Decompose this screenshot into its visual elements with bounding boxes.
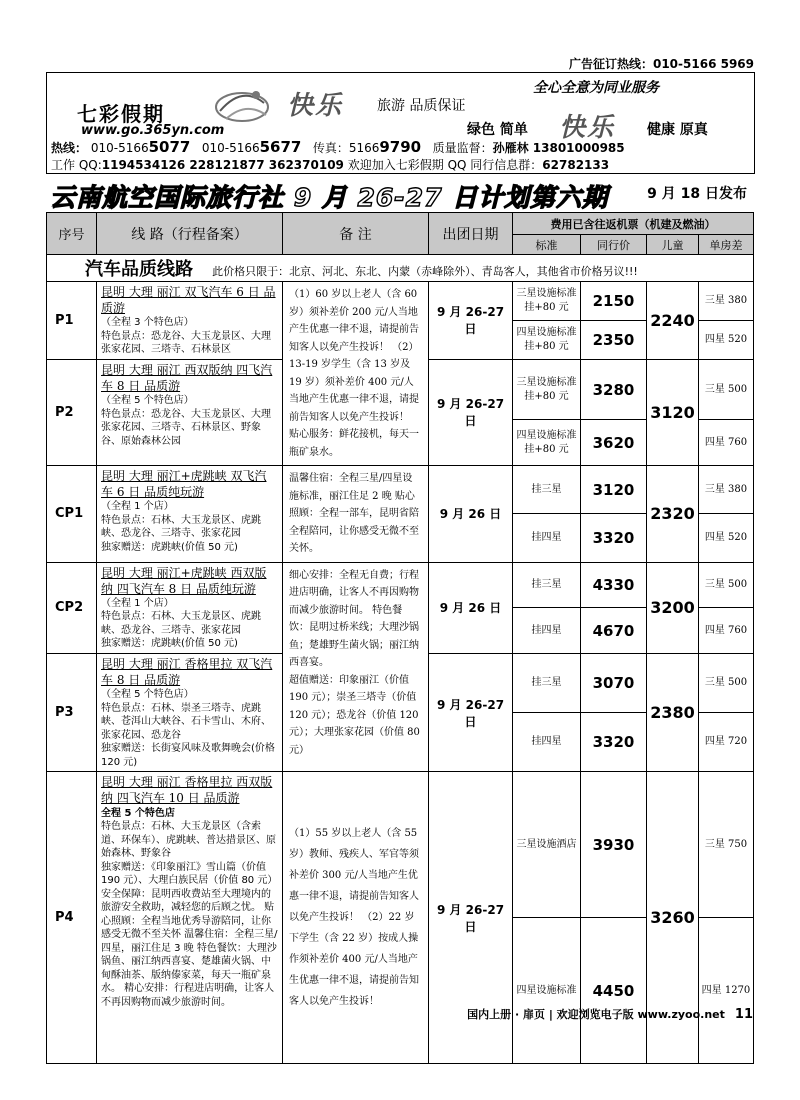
standard-option: 挂四星 — [513, 514, 581, 562]
header-date: 出团日期 — [429, 213, 513, 255]
peer-price: 3320 — [581, 713, 647, 772]
route-title: 昆明 大理 丽江 西双版纳 四飞汽车 8 日 品质游 — [101, 362, 273, 394]
quality-value: 孙雁林 13801000985 — [492, 141, 625, 155]
route-details: 特色景点：石林、大玉龙景区（含索道、环保车）、虎跳峡、普达措景区、原始森林、野象谷 — [101, 821, 276, 860]
single-supplement: 四星 760 — [699, 420, 754, 466]
route-title: 昆明 大理 丽江+虎跳峡 西双版纳 四飞汽车 8 日 品质纯玩游 — [101, 565, 267, 596]
section-title: 汽车品质线路 — [85, 259, 193, 280]
slogan-service: 全心全意为同业服务 — [533, 80, 659, 96]
table-row — [47, 772, 754, 918]
peer-price: 3620 — [581, 420, 647, 466]
group-value: 62782133 — [542, 158, 610, 172]
section-note: 此价格只限于：北京、河北、东北、内蒙（赤峰除外）、青岛客人，其他省市价格另议!!! — [212, 265, 638, 278]
standard-option: 三星设施标准挂+80 元 — [513, 359, 581, 419]
departure-date: 9 月 26-27 日 — [429, 282, 513, 360]
route-code: P2 — [47, 359, 97, 465]
footer-text: 国内上册 · 扉页 | 欢迎浏览电子版 www.zyoo.net — [467, 1008, 725, 1021]
route-cell — [97, 772, 283, 1064]
departure-date: 9 月 26-27 日 — [429, 772, 513, 1064]
single-supplement: 四星 520 — [699, 514, 754, 562]
route-title: 昆明 大理 丽江 香格里拉 西双版纳 四飞汽车 10 日 品质游 — [101, 775, 273, 806]
fax-label: 传真： — [312, 141, 349, 155]
table-row — [47, 466, 754, 514]
peer-price: 3930 — [581, 772, 647, 918]
peer-price: 3320 — [581, 514, 647, 562]
route-shops: （全程 1 个店） — [101, 501, 174, 513]
route-shops: （全程 5 个特色店） — [101, 689, 194, 701]
standard-option: 挂三星 — [513, 466, 581, 514]
standard-option: 挂三星 — [513, 562, 581, 608]
route-title: 昆明 大理 丽江 双飞汽车 6 日 品质游 — [101, 285, 276, 316]
route-title: 昆明 大理 丽江+虎跳峡 双飞汽车 6 日 品质纯玩游 — [101, 469, 267, 500]
ad-hotline: 广告征订热线：010-5166 5969 — [568, 57, 754, 71]
departure-date: 9 月 26 日 — [429, 562, 513, 653]
child-price: 2380 — [647, 653, 699, 771]
group-label: QQ 同行信息群： — [447, 158, 543, 172]
single-supplement: 三星 500 — [699, 359, 754, 419]
slogan-quality: 旅游 品质保证 — [377, 98, 466, 114]
slogan-health: 健康 原真 — [647, 122, 708, 138]
contact-line — [51, 138, 625, 156]
qq-values: 1194534126 228121877 362370109 — [101, 158, 344, 172]
route-code: P4 — [47, 772, 97, 1064]
route-details: 特色景点：石林、大玉龙景区、虎跳峡、恐龙谷、三塔寺、张家花园 — [101, 514, 261, 540]
page-number: 11 — [734, 1007, 753, 1022]
plan-banner — [46, 178, 753, 210]
route-shops: 全程 5 个特色店 — [101, 807, 175, 819]
route-table — [46, 212, 754, 1064]
peer-price: 4450 — [581, 918, 647, 1064]
peer-price: 3070 — [581, 653, 647, 712]
quality-label: 质量监督： — [432, 141, 493, 155]
departure-date: 9 月 26-27 日 — [429, 359, 513, 465]
table-row — [47, 562, 754, 608]
peer-price: 3120 — [581, 466, 647, 514]
note-cell-part2: 超值赠送：印象丽江（价值 190 元）；崇圣三塔寺（价值 120 元）；恐龙谷（价值 120 元）；大理张家花园（价值 80 元） — [289, 674, 420, 756]
route-shops: （全程 1 个店） — [101, 597, 174, 609]
header-route: 线 路（行程备案） — [97, 213, 283, 255]
logo-url: www.go.365yn.com — [81, 123, 225, 138]
route-details: 特色景点：恐龙谷、大玉龙景区、大理张家花园、三塔寺、石林景区 — [101, 330, 271, 356]
route-code: P3 — [47, 653, 97, 771]
standard-option: 三星设施酒店 — [513, 772, 581, 918]
note-cell: 温馨住宿：全程三星/四星设施标准，丽江住足 2 晚 贴心照顾：全程一部车，昆明省陪全程陪同，让你感受无微不至关怀。 — [283, 466, 429, 563]
peer-price: 4670 — [581, 608, 647, 654]
single-supplement: 三星 500 — [699, 653, 754, 712]
slogan-green: 绿色 简单 — [467, 122, 528, 138]
header-seq: 序号 — [47, 213, 97, 255]
route-shops: （全程 5 个特色店） — [101, 395, 194, 407]
departure-date: 9 月 26-27 日 — [429, 653, 513, 771]
table-row — [47, 282, 754, 321]
route-code: CP1 — [47, 466, 97, 563]
route-cell — [97, 282, 283, 360]
tel2-prefix: 010-5166 — [201, 141, 260, 155]
standard-option: 四星设施标准挂+80 元 — [513, 420, 581, 466]
kuaile-mark-2: 快乐 — [559, 113, 616, 143]
standard-option: 挂四星 — [513, 713, 581, 772]
single-supplement: 三星 750 — [699, 772, 754, 918]
route-cell — [97, 562, 283, 653]
peer-price: 3280 — [581, 359, 647, 419]
tel1-prefix: 010-5166 — [90, 141, 149, 155]
header-peer-price: 同行价 — [581, 235, 647, 255]
note-cell: （1）60 岁以上老人（含 60 岁）须补差价 200 元/人当地产生优惠一律不退，请提前告知客人以免产生投诉！ （2）13-19 岁学生（含 13 岁及 19 岁）须补差价 400 元/人当地产生优惠一律不退，请提前告知客人以免产生投诉！ 贴心服务：鲜花接机，每天一瓶矿泉水。 — [283, 282, 429, 466]
welcome-text: 欢迎加入七彩假期 — [347, 158, 444, 172]
tel2-suffix: 5677 — [259, 138, 302, 156]
fax-suffix: 9790 — [379, 138, 422, 156]
route-cell — [97, 359, 283, 465]
hotline-label: 热线： — [51, 141, 88, 155]
kuaile-mark-1: 快乐 — [287, 91, 344, 121]
single-supplement: 三星 380 — [699, 282, 754, 321]
route-code: P1 — [47, 282, 97, 360]
header — [46, 72, 755, 174]
qq-label: 工作 QQ: — [51, 158, 102, 172]
child-price: 3200 — [647, 562, 699, 653]
route-code: CP2 — [47, 562, 97, 653]
standard-option: 三星设施标准挂+80 元 — [513, 282, 581, 321]
single-supplement: 三星 500 — [699, 562, 754, 608]
banner-title: 云南航空国际旅行社 9 月 26-27 日计划第六期 — [50, 183, 609, 212]
peer-price: 2350 — [581, 320, 647, 359]
peer-price: 4330 — [581, 562, 647, 608]
departure-date: 9 月 26 日 — [429, 466, 513, 563]
note-cell: （1）55 岁以上老人（含 55 岁）教师、残疾人、军官等须补差价 300 元/人当地产生优惠一律不退，请提前告知客人以免产生投诉！ （2）22 岁 下学生（含 22 岁）按成人操作须补差价 400 元/人当地产生优惠一律不退，请提前告知客人以免产生投诉！ — [283, 772, 429, 1064]
peer-price: 2150 — [581, 282, 647, 321]
route-shops: （全程 3 个特色店） — [101, 317, 194, 329]
note-cell — [283, 562, 429, 772]
header-child: 儿童 — [647, 235, 699, 255]
fax-prefix: 5166 — [348, 141, 380, 155]
standard-option: 四星设施标准 — [513, 918, 581, 1064]
standard-option: 四星设施标准挂+80 元 — [513, 320, 581, 359]
child-price: 3120 — [647, 359, 699, 465]
footer — [400, 1006, 753, 1022]
header-single: 单房差 — [699, 235, 754, 255]
route-gift: 独家赠送：《印象丽江》雪山篇（价值 190 元）、大理白族民居（价值 80 元） — [101, 861, 278, 887]
header-fee: 费用已含往返机票（机建及燃油） — [513, 213, 754, 235]
header-standard: 标准 — [513, 235, 581, 255]
route-details: 特色景点：恐龙谷、大玉龙景区、大理张家花园、三塔寺、石林景区、野象谷、原始森林公园 — [101, 408, 271, 447]
qq-line — [51, 156, 609, 173]
standard-option: 挂三星 — [513, 653, 581, 712]
route-gift: 独家赠送：虎跳峡(价值 50 元) — [101, 541, 238, 553]
single-supplement: 四星 1270 — [699, 918, 754, 1064]
child-price: 2320 — [647, 466, 699, 563]
standard-option: 挂四星 — [513, 608, 581, 654]
route-gift: 独家赠送：长街宴风味及歌舞晚会(价格 120 元) — [101, 743, 275, 768]
route-gift: 独家赠送：虎跳峡(价值 50 元) — [101, 638, 238, 650]
child-price: 2240 — [647, 282, 699, 360]
section-row — [47, 255, 754, 282]
single-supplement: 四星 520 — [699, 320, 754, 359]
header-note: 备 注 — [283, 213, 429, 255]
route-extra: 安全保障：昆明西收费站至大理境内的旅游安全救助，减轻您的后顾之忧。 贴心照顾：全程当地优秀导游陪同，让你感受无微不至关怀 温馨住宿：全程三星/四星，丽江住足 3 晚 特色餐饮：大理沙锅鱼、丽江纳西喜宴、楚雄菌火锅、中甸酥油茶、版纳傣家菜，每天一瓶矿泉水。 精心安排：行程进店明确，让客人不再因购物而减少旅游时间。 — [101, 888, 278, 1008]
route-title: 昆明 大理 丽江 香格里拉 双飞汽车 8 日 品质游 — [101, 656, 273, 688]
route-details: 特色景点：石林、大玉龙景区、虎跳峡、恐龙谷、三塔寺、张家花园 — [101, 611, 261, 636]
logo-name: 七彩假期 — [77, 102, 165, 126]
tel1-suffix: 5077 — [148, 138, 191, 156]
route-cell — [97, 653, 283, 771]
note-cell-part1: 细心安排：全程无自费；行程进店明确，让客人不再因购物而减少旅游时间。 特色餐饮：昆明过桥米线；大理沙锅鱼；楚雄野生菌火锅；丽江纳西喜宴。 — [289, 569, 419, 668]
single-supplement: 四星 720 — [699, 713, 754, 772]
banner-date: 9 月 18 日发布 — [647, 186, 747, 202]
child-price: 3260 — [647, 772, 699, 1064]
route-cell — [97, 466, 283, 563]
single-supplement: 三星 380 — [699, 466, 754, 514]
route-details: 特色景点：石林、崇圣三塔寺、虎跳峡、苍洱山大峡谷、石卡雪山、木府、张家花园、恐龙谷 — [101, 702, 271, 741]
single-supplement: 四星 760 — [699, 608, 754, 654]
